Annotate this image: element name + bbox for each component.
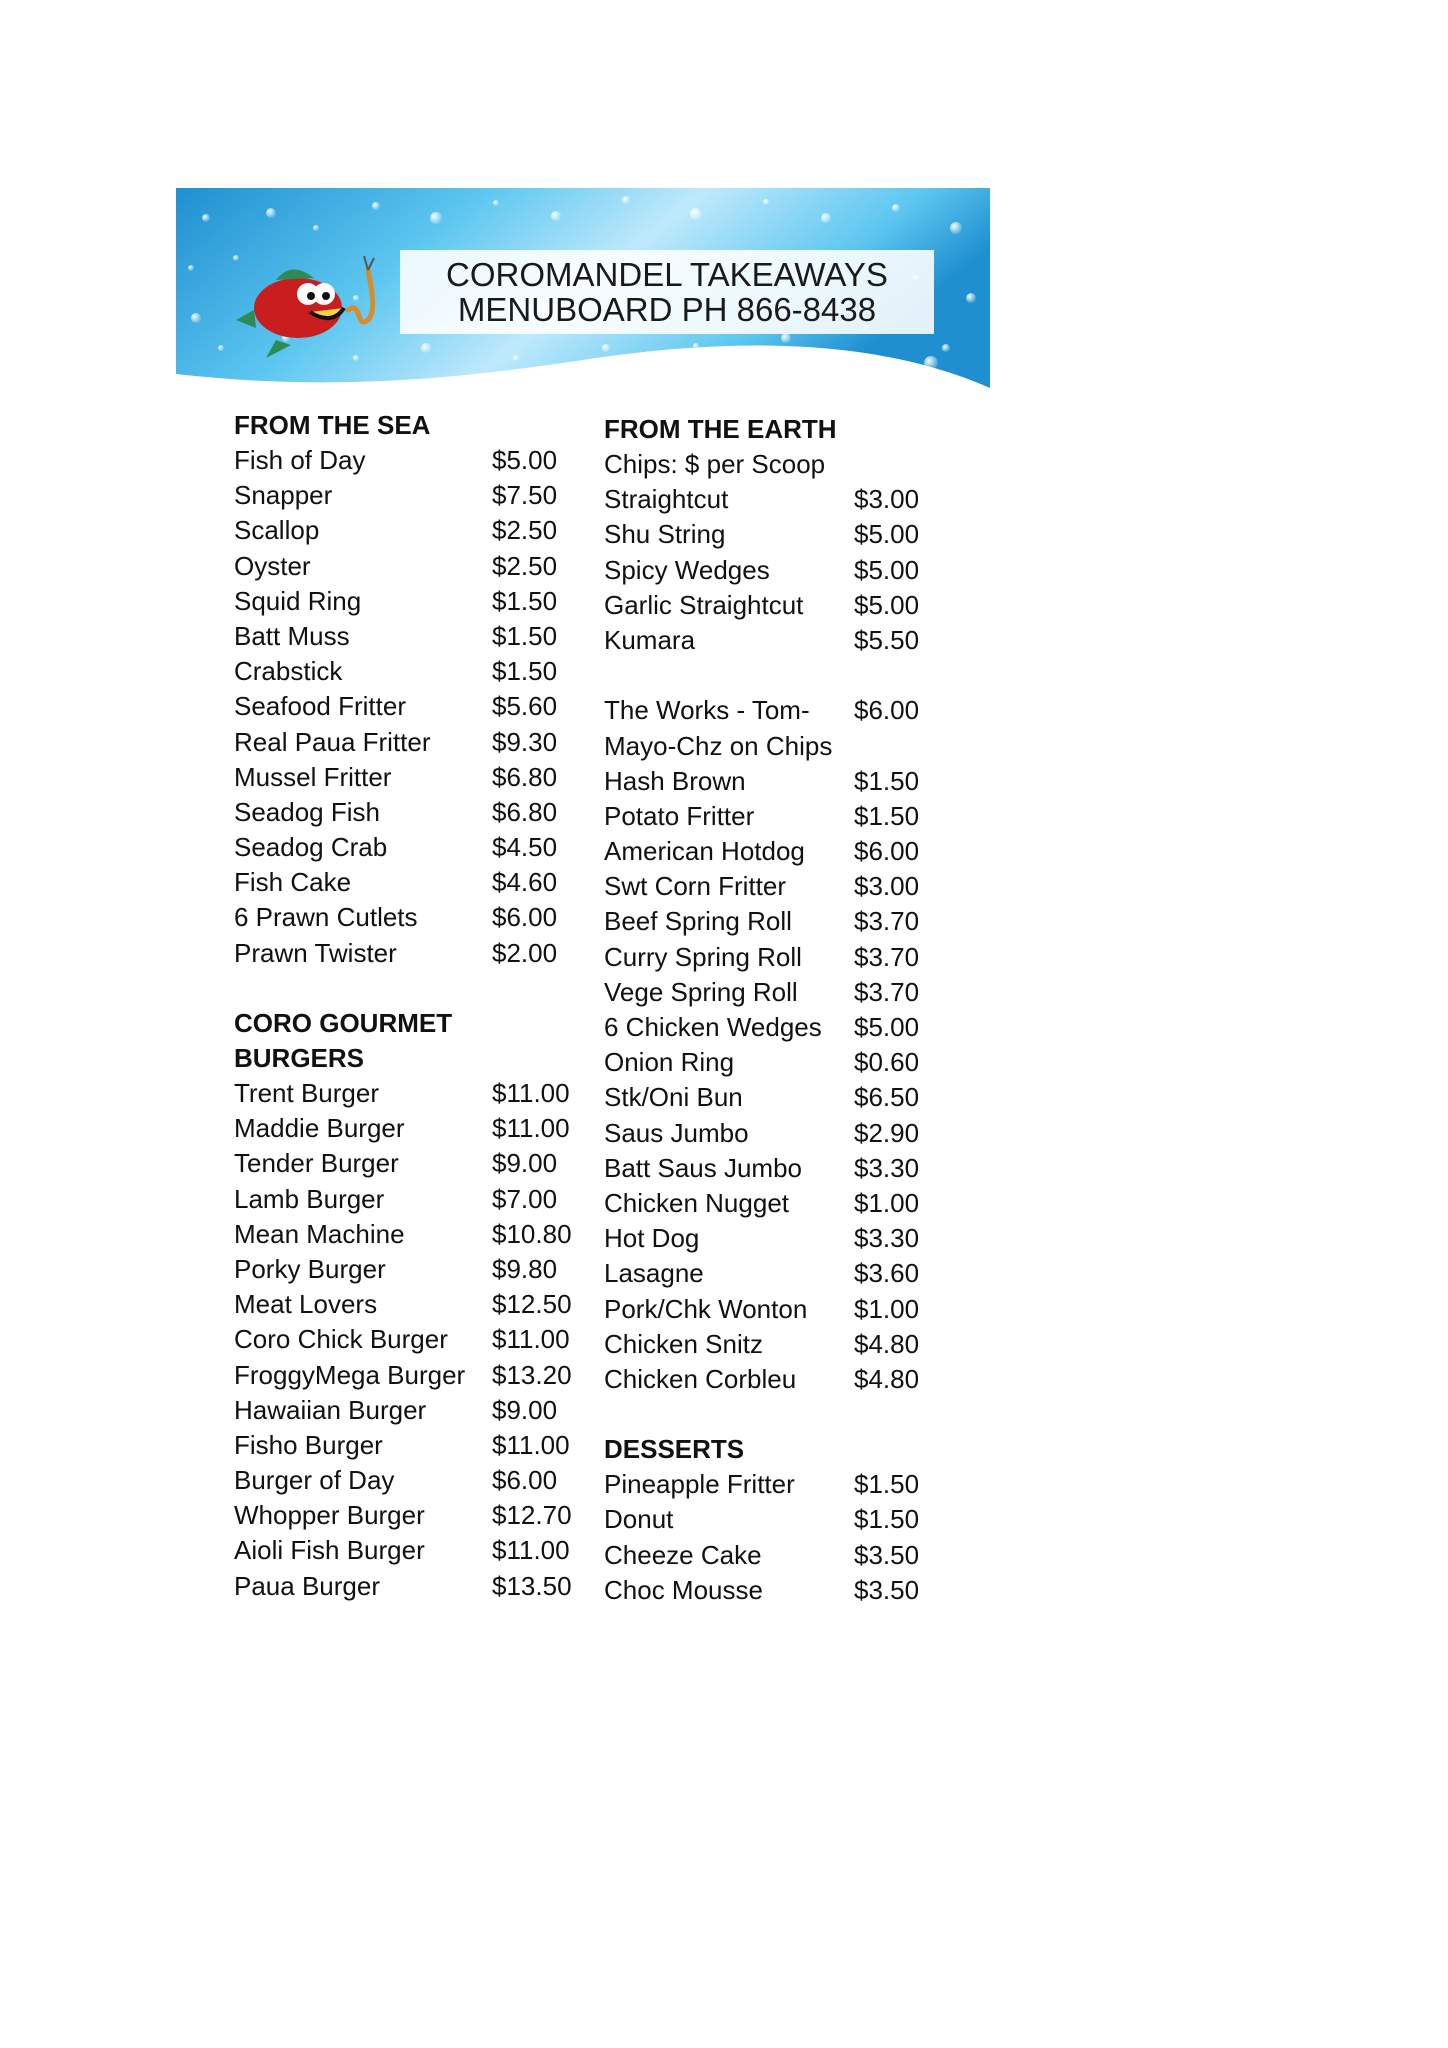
spacer <box>604 1397 944 1432</box>
menu-item <box>234 1182 594 1217</box>
item-price: $1.00 <box>854 1293 920 1324</box>
item-name: Seadog Fish <box>234 796 380 827</box>
item-price: $6.80 <box>492 796 558 827</box>
item-price: $6.00 <box>492 902 558 933</box>
item-name: Squid Ring <box>234 585 362 616</box>
item-name: Spicy Wedges <box>604 554 770 585</box>
item-name: Hawaiian Burger <box>234 1394 427 1425</box>
item-name: Stk/Oni Bun <box>604 1082 743 1113</box>
item-name: Cheeze Cake <box>604 1539 762 1570</box>
item-name: Chicken Snitz <box>604 1328 763 1359</box>
item-name: Scallop <box>234 515 320 546</box>
menu-item <box>604 904 944 939</box>
menu-item <box>604 975 944 1010</box>
item-name: Chicken Corbleu <box>604 1363 797 1394</box>
dessert-list <box>604 1467 944 1608</box>
menu-item <box>234 1463 594 1498</box>
burger-list <box>234 1076 594 1604</box>
item-name: Saus Jumbo <box>604 1117 749 1148</box>
item-price: $12.70 <box>492 1500 572 1531</box>
spacer <box>234 971 594 1006</box>
the-works-description: Mayo-Chz on Chips <box>604 730 833 761</box>
sea-list <box>234 443 594 971</box>
menu-item <box>234 478 594 513</box>
menu-item <box>234 1146 594 1181</box>
item-price: $11.00 <box>492 1078 570 1108</box>
item-price: $11.00 <box>492 1429 570 1460</box>
menu-item <box>234 619 594 654</box>
menu-item <box>604 1116 944 1151</box>
item-name: Mussel Fritter <box>234 761 392 792</box>
item-price: $12.50 <box>492 1289 572 1320</box>
menu-item <box>234 1322 594 1357</box>
item-name: Meat Lovers <box>234 1289 378 1320</box>
item-name: Real Paua Fritter <box>234 726 431 757</box>
item-name: Choc Mousse <box>604 1574 763 1605</box>
item-price: $1.50 <box>492 585 558 616</box>
item-price: $7.50 <box>492 480 558 511</box>
item-price: $9.00 <box>492 1148 558 1179</box>
item-price: $3.00 <box>854 484 920 515</box>
item-name: American Hotdog <box>604 836 805 867</box>
item-name: Hot Dog <box>604 1223 700 1254</box>
item-price: $1.00 <box>854 1187 920 1218</box>
section-heading-burgers-line2: BURGERS <box>234 1043 365 1073</box>
item-price: $1.50 <box>854 1469 920 1500</box>
item-price: $3.50 <box>854 1574 920 1605</box>
item-price: $2.00 <box>492 937 558 968</box>
item-name: Onion Ring <box>604 1047 735 1078</box>
item-price: $7.00 <box>492 1183 558 1214</box>
item-name: Straightcut <box>604 484 729 515</box>
item-name: Maddie Burger <box>234 1113 405 1144</box>
item-price: $3.00 <box>854 871 920 902</box>
item-price: $2.50 <box>492 515 558 546</box>
item-price: $3.30 <box>854 1152 920 1183</box>
header-title-box <box>400 250 934 334</box>
chips-list <box>604 482 944 658</box>
menu-item <box>604 834 944 869</box>
item-name: The Works - Tom- <box>604 695 810 726</box>
item-name: Whopper Burger <box>234 1500 425 1531</box>
menu-item <box>604 1186 944 1221</box>
menu-item <box>604 1010 944 1045</box>
item-name: Crabstick <box>234 656 343 687</box>
item-name: Kumara <box>604 624 696 655</box>
item-name: Burger of Day <box>234 1465 395 1496</box>
menu-item <box>604 1080 944 1115</box>
item-price: $5.00 <box>854 519 920 550</box>
item-price: $3.30 <box>854 1223 920 1254</box>
section-heading-earth: FROM THE EARTH <box>604 414 837 444</box>
menu-item <box>604 1362 944 1397</box>
item-name: Fish Cake <box>234 867 352 898</box>
menu-item <box>604 1045 944 1080</box>
item-name: Seafood Fritter <box>234 691 406 722</box>
item-price: $5.60 <box>492 691 558 722</box>
menu-item <box>234 1252 594 1287</box>
item-price: $5.00 <box>492 445 558 475</box>
item-price: $1.50 <box>492 620 558 651</box>
item-name: Prawn Twister <box>234 937 397 968</box>
item-name: Oyster <box>234 550 311 581</box>
menu-item <box>234 549 594 584</box>
menu-item <box>604 1151 944 1186</box>
item-name: Beef Spring Roll <box>604 906 792 937</box>
menu-item <box>234 900 594 935</box>
menu-item <box>604 869 944 904</box>
item-price: $6.00 <box>854 695 920 726</box>
item-price: $10.80 <box>492 1218 572 1249</box>
menu-item <box>604 1538 944 1573</box>
item-name: Batt Saus Jumbo <box>604 1152 802 1183</box>
chips-note: Chips: $ per Scoop <box>604 449 826 479</box>
item-price: $6.00 <box>492 1465 558 1496</box>
menu-item <box>604 517 944 552</box>
menu-item <box>604 1502 944 1537</box>
menu-item <box>604 1256 944 1291</box>
item-name: Fish of Day <box>234 445 366 475</box>
item-name: Porky Burger <box>234 1253 386 1284</box>
item-name: Swt Corn Fritter <box>604 871 787 902</box>
item-name: Pineapple Fritter <box>604 1469 795 1500</box>
header-banner <box>176 188 990 400</box>
fish-mascot-icon <box>236 250 386 360</box>
header-title-line1: COROMANDEL TAKEAWAYS <box>446 256 888 293</box>
menu-item <box>604 1292 944 1327</box>
menu-item <box>234 1076 594 1111</box>
menu-item <box>604 1573 944 1608</box>
item-price: $2.90 <box>854 1117 920 1148</box>
item-name: Lamb Burger <box>234 1183 385 1214</box>
item-name: Vege Spring Roll <box>604 976 798 1007</box>
menu-item <box>234 1498 594 1533</box>
menu-item <box>234 654 594 689</box>
section-heading-sea: FROM THE SEA <box>234 410 431 440</box>
item-price: $11.00 <box>492 1535 570 1566</box>
item-name: Hash Brown <box>604 765 746 796</box>
item-price: $13.50 <box>492 1570 572 1601</box>
item-name: Garlic Straightcut <box>604 589 804 620</box>
item-name: Batt Muss <box>234 620 350 651</box>
item-name: 6 Prawn Cutlets <box>234 902 418 933</box>
item-price: $6.80 <box>492 761 558 792</box>
menu-item <box>604 1327 944 1362</box>
item-price: $5.00 <box>854 554 920 585</box>
menu-item <box>234 584 594 619</box>
item-price: $3.70 <box>854 906 920 937</box>
item-price: $3.60 <box>854 1258 920 1289</box>
menu-item <box>234 443 594 478</box>
section-heading-burgers-line1: CORO GOURMET <box>234 1008 453 1038</box>
item-price: $1.50 <box>492 656 558 687</box>
menu-item <box>234 830 594 865</box>
item-name: Chicken Nugget <box>604 1187 789 1218</box>
menu-item <box>604 799 944 834</box>
menu-item <box>234 760 594 795</box>
item-name: Tender Burger <box>234 1148 399 1179</box>
item-name: Curry Spring Roll <box>604 941 802 972</box>
menu-item <box>234 725 594 760</box>
item-price: $11.00 <box>492 1113 570 1144</box>
menu-item <box>604 623 944 658</box>
menu-item-the-works <box>604 693 944 728</box>
item-price: $9.00 <box>492 1394 558 1425</box>
item-name: Trent Burger <box>234 1078 379 1108</box>
item-price: $6.00 <box>854 836 920 867</box>
item-name: Coro Chick Burger <box>234 1324 448 1355</box>
item-price: $1.50 <box>854 1504 920 1535</box>
item-name: Aioli Fish Burger <box>234 1535 425 1566</box>
item-price: $3.70 <box>854 941 920 972</box>
item-name: Seadog Crab <box>234 832 388 863</box>
item-price: $4.80 <box>854 1328 920 1359</box>
item-name: Potato Fritter <box>604 800 755 831</box>
section-heading-desserts: DESSERTS <box>604 1434 745 1465</box>
item-price: $2.50 <box>492 550 558 581</box>
item-price: $3.70 <box>854 976 920 1007</box>
left-column <box>234 408 594 1604</box>
item-price: $5.00 <box>854 589 920 620</box>
spacer <box>604 658 944 693</box>
item-price: $5.00 <box>854 1012 920 1042</box>
item-name: 6 Chicken Wedges <box>604 1012 822 1042</box>
item-price: $4.50 <box>492 832 558 863</box>
item-name: Lasagne <box>604 1258 704 1289</box>
item-name: Fisho Burger <box>234 1429 383 1460</box>
item-price: $9.30 <box>492 726 558 757</box>
menu-item <box>234 1111 594 1146</box>
menu-item <box>604 1467 944 1502</box>
menu-item <box>604 482 944 517</box>
menu-item <box>234 795 594 830</box>
item-price: $1.50 <box>854 765 920 796</box>
menu-item <box>234 1217 594 1252</box>
item-price: $11.00 <box>492 1324 570 1355</box>
item-name: FroggyMega Burger <box>234 1359 466 1390</box>
menu-item <box>234 1533 594 1568</box>
menu-item <box>604 940 944 975</box>
item-price: $5.50 <box>854 624 920 655</box>
item-price: $0.60 <box>854 1047 920 1078</box>
item-price: $6.50 <box>854 1082 920 1113</box>
menu-item <box>234 1287 594 1322</box>
item-price: $4.60 <box>492 867 558 898</box>
item-name: Mean Machine <box>234 1218 405 1249</box>
item-price: $3.50 <box>854 1539 920 1570</box>
item-price: $9.80 <box>492 1253 558 1284</box>
menu-item <box>604 588 944 623</box>
menu-item <box>234 865 594 900</box>
item-price: $13.20 <box>492 1359 572 1390</box>
right-column <box>604 412 944 1608</box>
menu-item <box>604 1221 944 1256</box>
item-name: Donut <box>604 1504 674 1535</box>
item-name: Snapper <box>234 480 333 511</box>
earth-list <box>604 764 944 1397</box>
header-title-line2: MENUBOARD PH 866-8438 <box>457 291 877 328</box>
menu-item <box>604 764 944 799</box>
menu-item <box>234 1428 594 1463</box>
menu-item <box>234 513 594 548</box>
item-name: Pork/Chk Wonton <box>604 1293 808 1324</box>
menu-item <box>234 689 594 724</box>
menu-item <box>234 1569 594 1604</box>
item-name: Paua Burger <box>234 1570 380 1601</box>
item-price: $1.50 <box>854 800 920 831</box>
menu-item <box>234 936 594 971</box>
item-name: Shu String <box>604 519 726 550</box>
menu-item <box>234 1393 594 1428</box>
menu-item <box>604 553 944 588</box>
item-price: $4.80 <box>854 1363 920 1394</box>
menu-item <box>234 1358 594 1393</box>
